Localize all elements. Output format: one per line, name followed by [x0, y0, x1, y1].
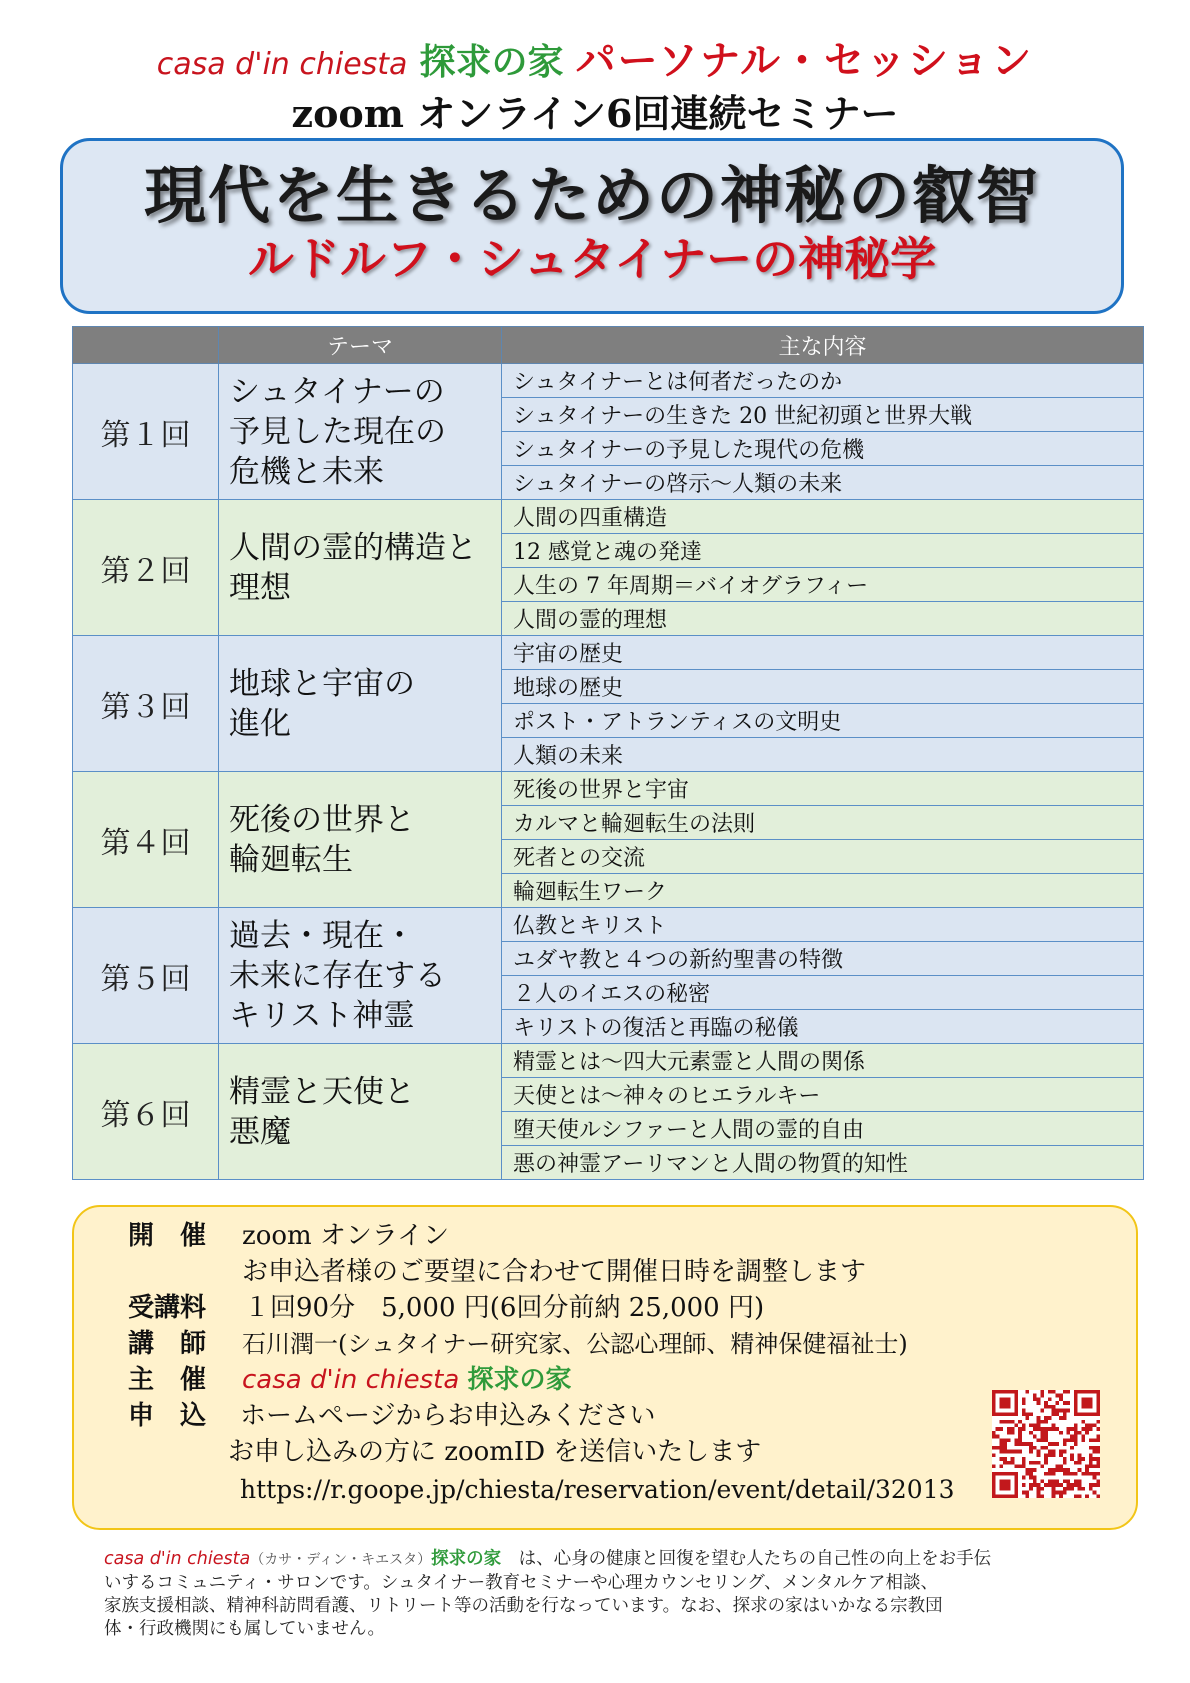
header-theme: テーマ — [219, 327, 502, 364]
teacher-label-text: 講 師 — [128, 1329, 207, 1359]
table-row — [73, 1044, 1144, 1078]
session-theme: 地球と宇宙の 進化 — [219, 636, 502, 772]
teacher-label — [128, 1328, 206, 1360]
session-theme: 精霊と天使と 悪魔 — [219, 1044, 502, 1180]
content-item: 輪廻転生ワーク — [502, 874, 1144, 908]
content-item: 宇宙の歴史 — [502, 636, 1144, 670]
header-blank — [73, 327, 219, 364]
footer-kana: （カサ・ディン・キエスタ） — [250, 1552, 432, 1568]
content-item: 精霊とは～四大元素霊と人間の関係 — [502, 1044, 1144, 1078]
schedule-body — [73, 364, 1144, 1180]
fee-label — [128, 1292, 206, 1324]
seminar-subtitle: zoom オンライン6回連続セミナー — [291, 91, 899, 136]
content-item: カルマと輪廻転生の法則 — [502, 806, 1144, 840]
content-item: 堕天使ルシファーと人間の霊的自由 — [502, 1112, 1144, 1146]
reservation-url[interactable]: https://r.goope.jp/chiesta/reservation/event/detail/32013 — [240, 1475, 955, 1504]
content-item: ２人のイエスの秘密 — [502, 976, 1144, 1010]
table-header-row — [73, 327, 1144, 364]
brand-name: 探求の家 — [419, 42, 564, 83]
host-script: casa d'in chiesta — [242, 1365, 460, 1395]
content-item: 人生の 7 年周期＝バイオグラフィー — [502, 568, 1144, 602]
apply-value-2: お申し込みの方に zoomID を送信いたします — [228, 1437, 762, 1467]
apply-label — [128, 1400, 206, 1432]
content-item: シュタイナーとは何者だったのか — [502, 364, 1144, 398]
session-number: 第３回 — [73, 636, 219, 772]
footer-text-1: は、心身の健康と回復を望む人たちの自己性の向上をお手伝 — [501, 1549, 992, 1569]
header-content: 主な内容 — [502, 327, 1144, 364]
table-row — [73, 500, 1144, 534]
content-item: ユダヤ教と４つの新約聖書の特徴 — [502, 942, 1144, 976]
content-item: シュタイナーの予見した現代の危機 — [502, 432, 1144, 466]
footer-description — [104, 1548, 1084, 1641]
content-item: 人間の霊的理想 — [502, 602, 1144, 636]
brand-line — [0, 38, 1190, 88]
footer-casa: casa d'in chiesta — [104, 1549, 251, 1569]
table-row — [73, 908, 1144, 942]
session-theme: 過去・現在・ 未来に存在する キリスト神霊 — [219, 908, 502, 1044]
footer-text-2: いするコミュニティ・サロンです。シュタイナー教育セミナーや心理カウンセリング、メンタルケア相談、 — [104, 1573, 939, 1593]
content-item: 人間の四重構造 — [502, 500, 1144, 534]
kaisai-value-1: zoom オンライン — [242, 1221, 450, 1251]
content-item: キリストの復活と再臨の秘儀 — [502, 1010, 1144, 1044]
content-item: シュタイナーの生きた 20 世紀初頭と世界大戦 — [502, 398, 1144, 432]
flyer-header — [0, 38, 1190, 138]
kaisai-label: 開 催 — [128, 1221, 207, 1251]
kaisai-value-2: お申込者様のご要望に合わせて開催日時を調整します — [242, 1257, 867, 1287]
brand-script: casa d'in chiesta — [156, 47, 408, 82]
session-theme: 人間の霊的構造と 理想 — [219, 500, 502, 636]
apply-value-1: ホームページからお申込みください — [240, 1401, 656, 1431]
content-item: ポスト・アトランティスの文明史 — [502, 704, 1144, 738]
host-label — [128, 1364, 206, 1396]
table-row — [73, 636, 1144, 670]
host-green: 探求の家 — [467, 1365, 572, 1395]
host-label-text: 主 催 — [128, 1365, 207, 1395]
footer-text-4: 体・行政機関にも属していません。 — [104, 1619, 386, 1639]
qr-code-icon[interactable] — [992, 1390, 1100, 1498]
session-number: 第１回 — [73, 364, 219, 500]
content-item: 地球の歴史 — [502, 670, 1144, 704]
content-item: シュタイナーの啓示～人類の未来 — [502, 466, 1144, 500]
info-kaisai — [128, 1220, 206, 1252]
session-number: 第２回 — [73, 500, 219, 636]
content-item: 仏教とキリスト — [502, 908, 1144, 942]
content-item: 天使とは～神々のヒエラルキー — [502, 1078, 1144, 1112]
content-item: 悪の神霊アーリマンと人間の物質的知性 — [502, 1146, 1144, 1180]
session-number: 第６回 — [73, 1044, 219, 1180]
fee-label-text: 受講料 — [128, 1293, 207, 1323]
teacher-value: 石川潤一(シュタイナー研究家、公認心理師、精神保健福祉士) — [242, 1330, 908, 1358]
content-item: 12 感覚と魂の発達 — [502, 534, 1144, 568]
session-title: パーソナル・セッション — [575, 37, 1034, 84]
main-title: 現代を生きるための神秘の叡智 — [143, 159, 1040, 232]
footer-text-3: 家族支援相談、精神科訪問看護、リトリート等の活動を行なっています。なお、探求の家はいかなる宗教団 — [104, 1596, 943, 1616]
session-theme: 死後の世界と 輪廻転生 — [219, 772, 502, 908]
content-item: 人類の未来 — [502, 738, 1144, 772]
host-value — [242, 1364, 572, 1396]
title-box — [60, 138, 1124, 314]
sub-title: ルドルフ・シュタイナーの神秘学 — [247, 232, 937, 286]
footer-brand: 探求の家 — [431, 1549, 502, 1569]
session-number: 第４回 — [73, 772, 219, 908]
content-item: 死者との交流 — [502, 840, 1144, 874]
session-theme: シュタイナーの 予見した現在の 危機と未来 — [219, 364, 502, 500]
content-item: 死後の世界と宇宙 — [502, 772, 1144, 806]
table-row — [73, 364, 1144, 398]
schedule-table — [72, 326, 1144, 1180]
fee-value: １回90分 5,000 円(6回分前納 25,000 円) — [244, 1293, 765, 1323]
session-number: 第５回 — [73, 908, 219, 1044]
apply-label-text: 申 込 — [128, 1401, 207, 1431]
table-row — [73, 772, 1144, 806]
